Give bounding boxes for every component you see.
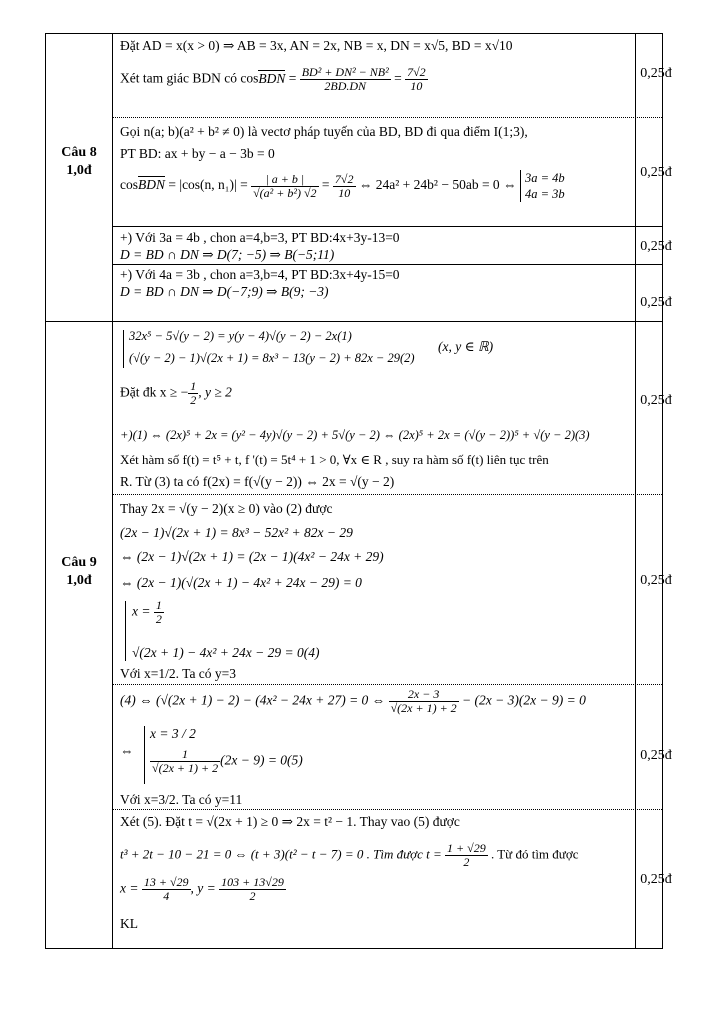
text-line: PT BD: ax + by − a − 3b = 0 [120, 146, 275, 161]
text-line: cosBDN = |cos(n, n₁)| = $\frac{| a + b |}{\text{√(a² + b²) √2}}$ = $\frac{7√2}{10}$ ⇔ 24a² + 24b² − 50ab = 0 ⇔ 3a = 4b 4a = 3b [120, 171, 565, 201]
system-brace [125, 601, 126, 661]
text-line: Xét hàm số f(t) = t⁵ + t, f '(t) = 5t⁴ + 1 > 0, ∀x ∈ R , suy ra hàm số f(t) liên tục trên [120, 452, 549, 467]
text-line: $\frac{1}{√(2x + 1) + 2}$ (2x − 9) = 0(5) [152, 747, 303, 775]
text-line: √(2x + 1) − 4x² + 24x − 29 = 0(4) [132, 645, 320, 660]
text-line: ⇔ (2x − 1)√(2x + 1) = (2x − 1)(4x² − 24x + 29) [120, 549, 384, 564]
text-line: +) Với 3a = 4b , chon a=4,b=3, PT BD:4x+3y-13=0 [120, 230, 400, 245]
text-line: (4) ⇔ (√(2x + 1) − 2) − (4x² − 24x + 27) = 0 ⇔ $\frac{2x - 3}{√(2x + 1) + 2}$ − (2x − 3)(2x − 9) = 0 [120, 687, 586, 715]
text-line: KL [120, 916, 138, 931]
text-line: x = $\frac{13 + √29}{4}$ , y = $\frac{103 + 13√29}{2}$ [120, 875, 284, 903]
column-divider [112, 34, 113, 948]
text-line: Xét tam giác BDN có cosBDN = $\frac{\text{BD² + DN² − NB²}}{2BD.DN}$ = $\frac{7√2}{10}$ [120, 65, 426, 93]
text-line: Đặt đk x ≥ − $\frac{1}{2}$ , y ≥ 2 [120, 379, 232, 407]
text-line: Xét (5). Đặt t = √(2x + 1) ≥ 0 ⇒ 2x = t² − 1. Thay vao (5) được [120, 814, 460, 829]
row-divider [112, 264, 662, 265]
row-divider [112, 494, 662, 495]
text-line: x = $\frac{1}{2}$ [132, 598, 162, 626]
system-brace [144, 726, 145, 784]
text-line: Đặt AD = x(x > 0) ⇒ AB = 3x, AN = 2x, NB = x, DN = x√5, BD = x√10 [120, 38, 513, 53]
text-line: ⇔ [120, 743, 134, 758]
row-divider [112, 226, 662, 227]
text-line: Với x=3/2. Ta có y=11 [120, 792, 243, 807]
question-points: 1,0đ [66, 573, 92, 588]
text-line: Thay 2x = √(y − 2)(x ≥ 0) vào (2) được [120, 501, 333, 516]
text-line: Với x=1/2. Ta có y=3 [120, 666, 237, 681]
question-8-label [46, 144, 112, 180]
question-title: Câu 9 [61, 555, 97, 570]
question-9-label [46, 554, 112, 590]
question-points: 1,0đ [66, 163, 92, 178]
text-line: (2x − 1)√(2x + 1) = 8x³ − 52x² + 82x − 29 [120, 525, 353, 540]
text-line: D = BD ∩ DN ⇒ D(7; −5) ⇒ B(−5;11) [120, 247, 335, 262]
text-line: Gọi n(a; b)(a² + b² ≠ 0) là vectơ pháp tuyến của BD, BD đi qua điểm I(1;3), [120, 124, 528, 139]
text-line: x = 3 / 2 [150, 726, 196, 741]
answer-table: Câu 8 1,0đ Câu 9 1,0đ 0,25đ 0,25đ 0,25đ 0,25đ 0,25đ 0,25đ 0,25đ 0,25đ Đặt AD = x(x > 0) ⇒ AB = 3x, AN = 2x, NB = x, DN = x√5, BD = x√10 Xét tam giác BDN có cosBDN = $\frac{\text{BD² + DN² − NB²}}{2BD.DN}$ = $\frac{7√2}{10}$ Gọi n(a; b)(a² + b² ≠ 0) là vectơ pháp tuyến của BD, BD đi qua điểm I(1;3), PT BD: ax + by − a − 3b = 0 cosBDN = |cos(n, n₁)| = $\frac{| a + b |}{\text{√(a² + b²) √2}}$ = $\frac{7√2}{10}$ ⇔ 24a² + 24b² − 50ab = 0 ⇔ 3a = 4b 4a = 3b +) Với 3a = 4b , chon a=4,b=3, PT BD:4x+3y-13=0 D = BD ∩ DN ⇒ D(7; −5) ⇒ B(−5;11) +) Với 4a = 3b , chon a=3,b=4, PT BD:3x+4y-15=0 D = BD ∩ DN ⇒ D(−7;9) ⇒ B(9; −3) 32x⁵ − 5√(y − 2) = y(y − 4)√(y − 2) − 2x(1) (√(y − 2) − 1)√(2x + 1) = 8x³ − 13(y − 2) + 82x − 29(2) (x, y ∈ ℝ) Đặt đk x ≥ − $\frac{1}{2}$ , y ≥ 2 +)(1) ⇔ (2x)⁵ + 2x = (y² − 4y)√(y − 2) + 5√(y − 2) ⇔ (2x)⁵ + 2x = (√(y − 2))⁵ + √(y − 2)(3) Xét hàm số f(t) = t⁵ + t, f '(t) = 5t⁴ + 1 > 0, ∀x ∈ R , suy ra hàm số f(t) liên tục trên R. Từ (3) ta có f(2x) = f(√(y − 2)) ⇔ 2x = √(y − 2) Thay 2x = √(y − 2)(x ≥ 0) vào (2) được (2x − 1)√(2x + 1) = 8x³ − 52x² + 82x − 29 ⇔ (2x − 1)√(2x + 1) = (2x − 1)(4x² − 24x + 29) ⇔ (2x − 1)(√(2x + 1) − 4x² + 24x − 29) = 0 x = $\frac{1}{2}$ √(2x + 1) − 4x² + 24x − 29 = 0(4) Với x=1/2. Ta có y=3 (4) ⇔ (√(2x + 1) − 2) − (4x² − 24x + 27) = 0 ⇔ $\frac{2x - 3}{√(2x + 1) + 2}$ − (2x − 3)(2x − 9) = 0 ⇔ x = 3 / 2 $\frac{1}{√(2x + 1) + 2}$ (2x − 9) = 0(5) Với x=3/2. Ta có y=11 Xét (5). Đặt t = √(2x + 1) ≥ 0 ⇒ 2x = t² − 1. Thay vao (5) được t³ + 2t − 10 − 21 = 0 ⇔ (t + 3)(t² − t − 7) = 0 . Tìm được t = $\frac{1 + √29}{2}$ . Từ đó tìm được x = $\frac{13 + √29}{4}$ , y = $\frac{103 + 13√29}{2}$ KL [45, 33, 663, 949]
row-divider [112, 117, 662, 118]
text-line: t³ + 2t − 10 − 21 = 0 ⇔ (t + 3)(t² − t − 7) = 0 . Tìm được t = $\frac{1 + √29}{2}$ . Từ đó tìm được [120, 841, 579, 869]
text-line: 32x⁵ − 5√(y − 2) = y(y − 4)√(y − 2) − 2x(1) [129, 329, 352, 343]
row-divider [46, 321, 662, 322]
text-line: (x, y ∈ ℝ) [438, 339, 494, 354]
row-divider [112, 809, 662, 810]
text-line: +)(1) ⇔ (2x)⁵ + 2x = (y² − 4y)√(y − 2) + 5√(y − 2) ⇔ (2x)⁵ + 2x = (√(y − 2))⁵ + √(y − 2)(3) [120, 428, 590, 442]
system-brace [123, 330, 124, 368]
row-divider [112, 684, 662, 685]
text-line: R. Từ (3) ta có f(2x) = f(√(y − 2)) ⇔ 2x = √(y − 2) [120, 474, 395, 489]
text-line: ⇔ (2x − 1)(√(2x + 1) − 4x² + 24x − 29) = 0 [120, 575, 362, 590]
text-line: D = BD ∩ DN ⇒ D(−7;9) ⇒ B(9; −3) [120, 284, 329, 299]
text-line: (√(y − 2) − 1)√(2x + 1) = 8x³ − 13(y − 2) + 82x − 29(2) [129, 351, 415, 365]
text-line: +) Với 4a = 3b , chon a=3,b=4, PT BD:3x+4y-15=0 [120, 267, 400, 282]
question-title: Câu 8 [61, 145, 97, 160]
